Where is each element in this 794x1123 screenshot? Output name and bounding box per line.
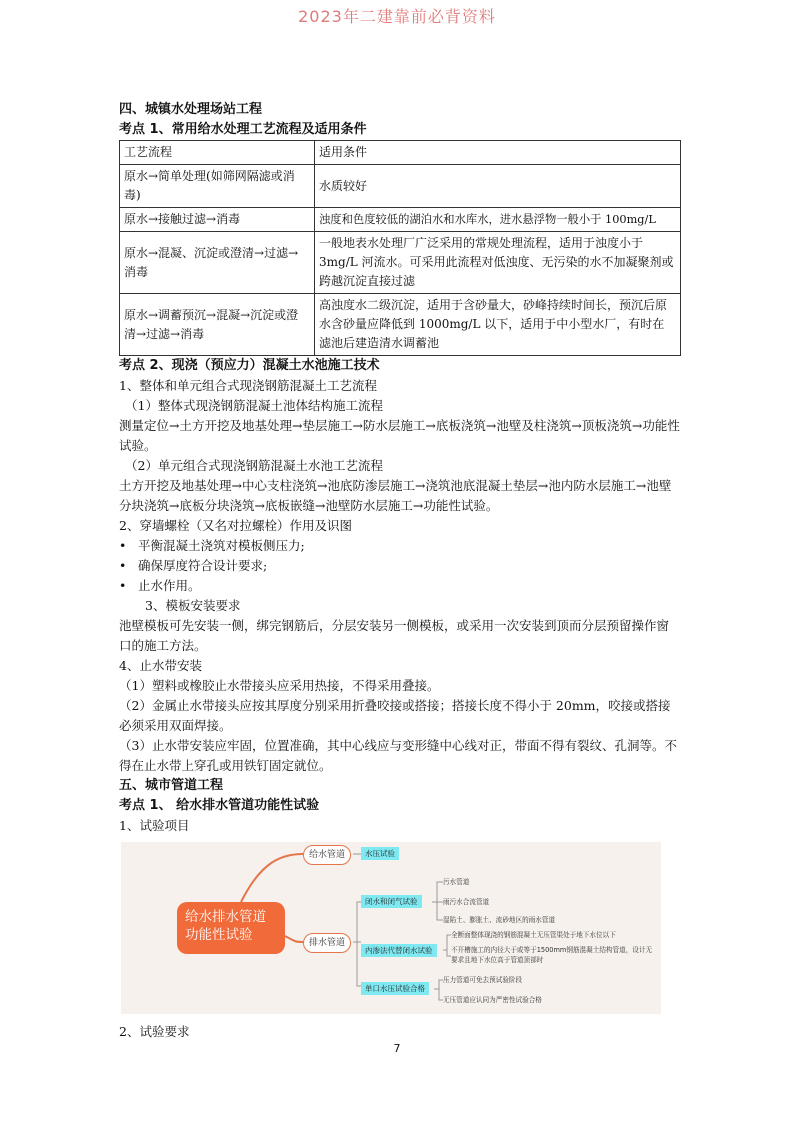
document-body [119,100,681,1042]
point-2-title: 考点 2、现浇（预应力）混凝土水池施工技术 [119,358,380,373]
bullet-item [119,576,681,596]
bullet-text: 平衡混凝土浇筑对模板侧压力; [138,538,305,553]
table-cell-condition: 浊度和色度较低的湖泊水和水库水，进水悬浮物一般小于 100mg/L [315,208,681,232]
table-cell-process: 原水→混凝、沉淀或澄清→过滤→消毒 [120,232,315,294]
point-1-title: 考点 1、常用给水处理工艺流程及适用条件 [119,122,367,137]
table-row [120,208,681,232]
process-table [119,140,681,356]
mindmap-leaf: 压力管道可免去预试验阶段 [443,976,523,984]
item-3-heading: 3、模板安装要求 [145,598,241,613]
mindmap-leaf: 雨污水合流管道 [443,898,490,906]
item-5-2-heading: 2、试验要求 [119,1024,190,1039]
item-4-2: （2）金属止水带接头应按其厚度分别采用折叠咬接或搭接；搭接长度不得小于 20mm，咬接或搭接必须采用双面焊接。 [119,698,671,733]
item-1-2-text: 土方开挖及地基处理→中心支柱浇筑→池底防渗层施工→浇筑池底混凝土垫层→池内防水层施工→池壁分块浇筑→底板分块浇筑→底板嵌缝→池壁防水层施工→功能性试验。 [119,478,672,513]
mindmap-infiltration-test: 内渗法代替闭水试验 [361,944,437,957]
mindmap-water-pipe: 给水管道 [303,845,351,865]
mindmap-leaf: 不开槽施工的内径大于或等于1500mm钢筋混凝土结构管道，设计无要求且地下水位高于管道顶部时 [451,946,653,964]
test-items-mindmap [121,842,661,1014]
mindmap-leaf: 无压管道应认同为严密性试验合格 [443,996,542,1004]
mindmap-pressure-test: 水压试验 [361,847,399,860]
mindmap-drain-pipe: 排水管道 [303,933,351,953]
table-row [120,294,681,356]
mindmap-single-joint-test: 单口水压试验合格 [361,982,429,995]
item-3-text: 池壁模板可先安装一侧，绑完钢筋后，分层安装另一侧模板，或采用一次安装到顶而分层预留操作窗口的施工方法。 [119,618,670,653]
bullet-icon: • [119,538,127,553]
bullet-text: 止水作用。 [138,578,201,593]
item-5-1-heading: 1、试验项目 [119,818,190,833]
item-1-1-text: 测量定位→土方开挖及地基处理→垫层施工→防水层施工→底板浇筑→池壁及柱浇筑→顶板浇筑→功能性试验。 [119,418,680,453]
watermark: 2023年二建靠前必背资料 [298,7,496,26]
mindmap-root: 给水排水管道功能性试验 [177,902,285,954]
bullet-icon: • [119,578,127,593]
mindmap-closed-water-test: 闭水和闭气试验 [361,895,422,908]
bullet-item [119,556,681,576]
bullet-item [119,536,681,556]
page-number: 7 [393,1042,401,1055]
table-cell-process: 原水→接触过滤→消毒 [120,208,315,232]
table-row [120,165,681,208]
mindmap-leaf: 湿陷土、膨胀土、流砂地区的雨水管道 [443,916,556,924]
table-cell-process: 原水→简单处理(如筛网隔滤或消毒) [120,165,315,208]
item-1-heading: 1、整体和单元组合式现浇钢筋混凝土工艺流程 [119,378,377,393]
table-cell-condition: 高浊度水二级沉淀，适用于含砂量大，砂峰持续时间长，预沉后原水含砂量应降低到 1000mg/L 以下，适用于中小型水厂，有时在滤池后建造清水调蓄池 [315,294,681,356]
item-4-1: （1）塑料或橡胶止水带接头应采用热接，不得采用叠接。 [119,678,440,693]
table-row [120,232,681,294]
point-5-1-title: 考点 1、 给水排水管道功能性试验 [119,798,320,813]
bullet-text: 确保厚度符合设计要求; [138,558,268,573]
item-1-2-heading: （2）单元组合式现浇钢筋混凝土水池工艺流程 [125,458,383,473]
table-cell-condition: 水质较好 [315,165,681,208]
table-cell-process: 原水→调蓄预沉→混凝→沉淀或澄清→过滤→消毒 [120,294,315,356]
item-4-3: （3）止水带安装应牢固，位置准确，其中心线应与变形缝中心线对正，带面不得有裂纹、孔洞等。不得在止水带上穿孔或用铁钉固定就位。 [119,738,677,773]
section-5-title: 五、城市管道工程 [119,778,224,793]
section-4-title: 四、城镇水处理场站工程 [119,102,263,117]
table-header-process: 工艺流程 [120,141,315,165]
item-4-heading: 4、止水带安装 [119,658,202,673]
mindmap-leaf: 污水管道 [443,878,470,886]
table-cell-condition: 一般地表水处理厂广泛采用的常规处理流程，适用于浊度小于 3mg/L 河流水。可采用此流程对低浊度、无污染的水不加凝聚剂或跨越沉淀直接过滤 [315,232,681,294]
item-2-heading: 2、穿墙螺栓（又名对拉螺栓）作用及识图 [119,518,352,533]
item-1-1-heading: （1）整体式现浇钢筋混凝土池体结构施工流程 [125,398,383,413]
table-header-condition: 适用条件 [315,141,681,165]
bullet-icon: • [119,558,127,573]
table-header-row [120,141,681,165]
mindmap-leaf: 全断面整体现浇的钢筋混凝土无压管渠处于地下水位以下 [451,931,616,939]
